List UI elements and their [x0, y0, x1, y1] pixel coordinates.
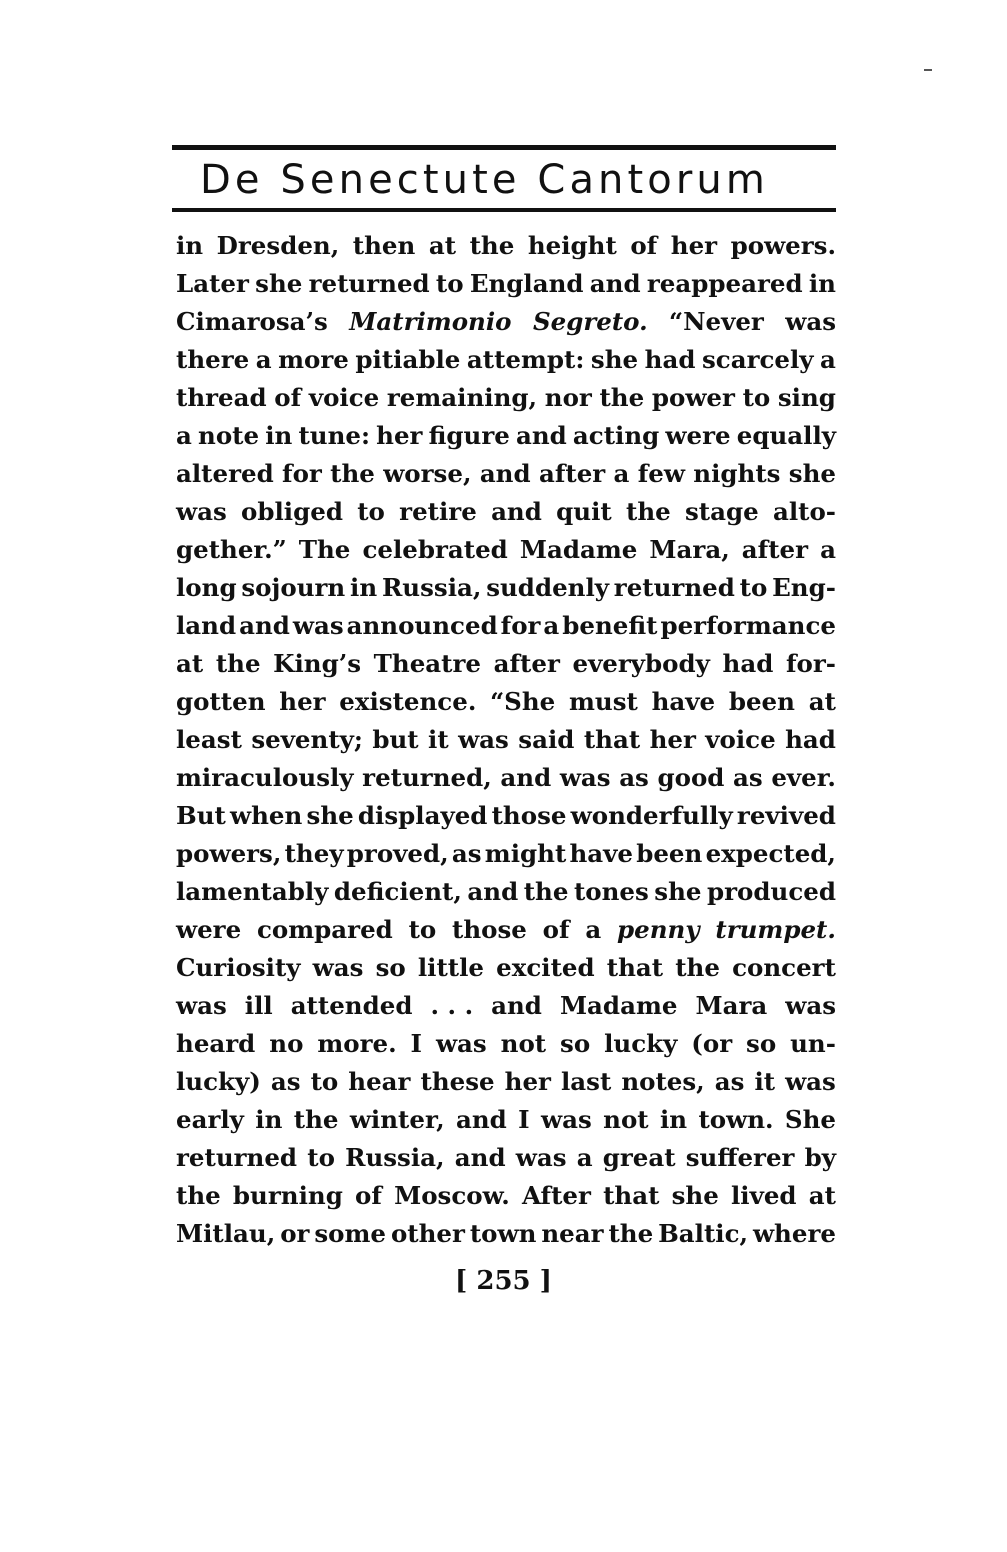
text-line [176, 1177, 836, 1215]
word: a [176, 421, 192, 450]
word: a [585, 915, 602, 944]
word: she [671, 1181, 719, 1210]
word: the [215, 649, 261, 678]
text-line [176, 341, 836, 379]
word: winter, [349, 1105, 445, 1134]
word: great [602, 1143, 676, 1172]
word: or [280, 1219, 310, 1248]
word: lucky) [176, 1067, 261, 1096]
word: other [390, 1219, 465, 1248]
word: was [785, 991, 836, 1020]
word: in [808, 269, 836, 298]
word: expected, [705, 839, 836, 868]
word: and [491, 497, 542, 526]
word: had [644, 345, 696, 374]
word: of [542, 915, 570, 944]
word: King’s [273, 649, 362, 678]
running-head: De Senectute Cantorum [200, 157, 769, 203]
text-line [176, 721, 836, 759]
word: attempt: [466, 345, 585, 374]
word: returned [613, 573, 735, 602]
word: figure [428, 421, 510, 450]
word: returned, [362, 763, 492, 792]
word: as [451, 839, 482, 868]
word: as [714, 1067, 745, 1096]
word: must [569, 687, 638, 716]
word: Dresden, [216, 231, 340, 260]
word: burning [232, 1181, 343, 1210]
word: miraculously [176, 763, 354, 792]
word: and [455, 1105, 507, 1134]
text-line [176, 987, 836, 1025]
word: more [278, 345, 349, 374]
word: they [284, 839, 344, 868]
word: nights [693, 459, 781, 488]
word: gether.” [176, 535, 287, 564]
text-line [176, 227, 836, 265]
word: penny [617, 915, 700, 944]
word: Mara, [649, 535, 730, 564]
text-line [176, 607, 836, 645]
word: some [314, 1219, 387, 1248]
text-line [176, 645, 836, 683]
word: Russia, [345, 1143, 445, 1172]
word: and [479, 459, 531, 488]
word: remaining, [386, 383, 538, 412]
word: was [176, 497, 227, 526]
word: gotten [176, 687, 266, 716]
word: (or [691, 1029, 733, 1058]
word: a [820, 345, 836, 374]
text-line [176, 379, 836, 417]
word: in [350, 573, 378, 602]
word: and [589, 269, 641, 298]
word: thread [176, 383, 267, 412]
word: excited [496, 953, 595, 982]
word: to [739, 573, 768, 602]
word: nor [544, 383, 592, 412]
word: returned [308, 269, 430, 298]
word: deficient, [333, 877, 462, 906]
word: of [630, 231, 658, 260]
word: Segreto. [532, 307, 648, 336]
word: it [428, 725, 449, 754]
word: as [619, 763, 649, 792]
word: in [255, 1105, 283, 1134]
word: then [352, 231, 416, 260]
text-line [176, 493, 836, 531]
word: was [541, 1105, 592, 1134]
word: and [454, 1143, 506, 1172]
word: her [670, 231, 718, 260]
word: have [569, 839, 633, 868]
word: Matrimonio [349, 307, 512, 336]
word: . . . [430, 991, 474, 1020]
word: the [599, 383, 645, 412]
word: had [785, 725, 836, 754]
word: not [500, 1029, 547, 1058]
word: land [176, 611, 237, 640]
word: her [279, 687, 326, 716]
word: after [741, 535, 809, 564]
word: But [176, 801, 226, 830]
word: performance [660, 611, 836, 640]
word: in [659, 1105, 688, 1134]
word: voice [308, 383, 380, 412]
word: “She [490, 687, 556, 716]
word: early [176, 1105, 244, 1134]
word: by [804, 1143, 836, 1172]
word: had [722, 649, 774, 678]
word: as [733, 763, 763, 792]
word: wonderfully [570, 801, 733, 830]
word: the [330, 459, 375, 488]
word: un- [790, 1029, 836, 1058]
word: “Never [669, 307, 764, 336]
word: to [310, 1067, 339, 1096]
word: Eng- [772, 573, 836, 602]
word: the [626, 497, 671, 526]
word: was [292, 611, 344, 640]
word: to [307, 1143, 335, 1172]
word: last [560, 1067, 612, 1096]
word: height [527, 231, 617, 260]
word: a [613, 459, 630, 488]
word: sufferer [685, 1143, 795, 1172]
word: reappeared [646, 269, 803, 298]
word: to [742, 383, 771, 412]
word: power [651, 383, 735, 412]
word: displayed [357, 801, 488, 830]
word: announced [346, 611, 498, 640]
word: Russia, [381, 573, 482, 602]
word: and [467, 877, 519, 906]
word: after [493, 649, 560, 678]
word: the [675, 953, 720, 982]
word: those [491, 801, 567, 830]
word: a [820, 535, 836, 564]
word: Curiosity [176, 953, 301, 982]
word: and [239, 611, 290, 640]
text-line [176, 417, 836, 455]
word: so [560, 1029, 591, 1058]
word: was [785, 1067, 836, 1096]
text-line [176, 1215, 836, 1253]
word: notes, [621, 1067, 705, 1096]
text-line [176, 1063, 836, 1101]
word: Baltic, [658, 1219, 749, 1248]
word: the [523, 877, 569, 906]
word: few [637, 459, 685, 488]
word: no [269, 1029, 304, 1058]
word: the [176, 1181, 221, 1210]
word: and [500, 763, 552, 792]
header-rule-top [172, 145, 836, 150]
word: tune: [298, 421, 371, 450]
text-line [176, 1139, 836, 1177]
word: to [357, 497, 385, 526]
body-text [176, 227, 836, 1253]
text-line [176, 1025, 836, 1063]
word: acting [572, 421, 660, 450]
word: at [428, 231, 457, 260]
text-line [176, 873, 836, 911]
word: were [176, 915, 242, 944]
word: Madame [519, 535, 638, 564]
word: produced [707, 877, 836, 906]
word: Mara [695, 991, 768, 1020]
word: it [754, 1067, 776, 1096]
word: heard [176, 1029, 256, 1058]
text-line [176, 569, 836, 607]
word: least [176, 725, 242, 754]
word: I [518, 1105, 530, 1134]
word: sojourn [241, 573, 346, 602]
word: stage [684, 497, 759, 526]
word: her [376, 421, 423, 450]
word: for- [785, 649, 836, 678]
text-line [176, 531, 836, 569]
word: powers. [730, 231, 836, 260]
word: benefit [562, 611, 658, 640]
word: town [469, 1219, 537, 1248]
word: was [515, 1143, 567, 1172]
word: were [665, 421, 731, 450]
word: returned [176, 1143, 298, 1172]
word: more. [317, 1029, 397, 1058]
word: in [265, 421, 293, 450]
word: to [408, 915, 437, 944]
word: there [176, 345, 250, 374]
word: for [282, 459, 322, 488]
word: good [657, 763, 725, 792]
word: where [752, 1219, 836, 1248]
word: I [410, 1029, 423, 1058]
word: a [576, 1143, 593, 1172]
word: that [606, 953, 664, 982]
text-line [176, 949, 836, 987]
word: her [504, 1067, 551, 1096]
word: have [651, 687, 716, 716]
word: revived [736, 801, 836, 830]
word: trumpet. [715, 915, 836, 944]
word: hear [348, 1067, 411, 1096]
word: was [312, 953, 364, 982]
page-number: [ 255 ] [455, 1266, 552, 1296]
word: town. [698, 1105, 774, 1134]
word: ill [244, 991, 273, 1020]
word: retire [399, 497, 477, 526]
word: Mitlau, [176, 1219, 276, 1248]
word: that [603, 1181, 660, 1210]
word: for [500, 611, 541, 640]
word: suddenly [486, 573, 610, 602]
word: to [435, 269, 464, 298]
word: of [274, 383, 302, 412]
word: concert [732, 953, 836, 982]
word: in [176, 231, 204, 260]
word: Madame [559, 991, 678, 1020]
header-rule-bottom [172, 208, 836, 212]
word: equally [736, 421, 836, 450]
word: scarcely [701, 345, 814, 374]
word: Moscow. [394, 1181, 510, 1210]
word: was [559, 763, 611, 792]
word: the [608, 1219, 654, 1248]
word: quit [556, 497, 612, 526]
text-line [176, 1101, 836, 1139]
text-line [176, 911, 836, 949]
word: these [420, 1067, 495, 1096]
word: seventy; [251, 725, 363, 754]
word: she [788, 459, 836, 488]
word: little [417, 953, 485, 982]
word: at [808, 687, 836, 716]
word: lived [730, 1181, 797, 1210]
word: those [452, 915, 527, 944]
word: was [176, 991, 227, 1020]
word: as [270, 1067, 301, 1096]
word: Theatre [373, 649, 481, 678]
word: pitiable [355, 345, 461, 374]
word: a [543, 611, 560, 640]
word: she [306, 801, 354, 830]
word: worse, [383, 459, 472, 488]
word: note [198, 421, 260, 450]
word: her [649, 725, 696, 754]
text-line [176, 265, 836, 303]
word: been [636, 839, 703, 868]
word: powers, [176, 839, 282, 868]
word: ever. [771, 763, 836, 792]
scan-speck [924, 69, 932, 71]
word: she [590, 345, 639, 374]
word: was [435, 1029, 487, 1058]
word: proved, [346, 839, 449, 868]
word: everybody [572, 649, 710, 678]
word: Later [176, 269, 249, 298]
word: the [293, 1105, 339, 1134]
text-line [176, 683, 836, 721]
word: celebrated [362, 535, 508, 564]
word: existence. [339, 687, 477, 716]
word: and [491, 991, 542, 1020]
word: when [230, 801, 303, 830]
word: the [469, 231, 515, 260]
text-line [176, 797, 836, 835]
word: Cimarosa’s [176, 307, 328, 336]
word: might [484, 839, 567, 868]
text-line [176, 303, 836, 341]
word: obliged [241, 497, 343, 526]
word: She [784, 1105, 836, 1134]
text-line [176, 759, 836, 797]
word: she [255, 269, 303, 298]
word: she [654, 877, 702, 906]
word: was [458, 725, 509, 754]
word: lucky [604, 1029, 678, 1058]
word: but [372, 725, 419, 754]
word: of [355, 1181, 382, 1210]
word: compared [256, 915, 393, 944]
word: alto- [772, 497, 836, 526]
word: altered [176, 459, 274, 488]
word: been [728, 687, 795, 716]
word: a [255, 345, 272, 374]
word: The [298, 535, 351, 564]
word: at [808, 1181, 836, 1210]
word: not [603, 1105, 649, 1134]
text-line [176, 835, 836, 873]
word: lamentably [176, 877, 329, 906]
word: After [521, 1181, 591, 1210]
word: attended [290, 991, 413, 1020]
text-line [176, 455, 836, 493]
word: so [375, 953, 406, 982]
word: said [518, 725, 575, 754]
word: after [538, 459, 606, 488]
word: England [469, 269, 584, 298]
word: so [746, 1029, 777, 1058]
word: tones [573, 877, 649, 906]
word: voice [705, 725, 776, 754]
word: near [541, 1219, 604, 1248]
word: at [176, 649, 204, 678]
word: and [515, 421, 567, 450]
word: that [583, 725, 641, 754]
word: sing [777, 383, 836, 412]
word: long [176, 573, 237, 602]
word: was [785, 307, 836, 336]
